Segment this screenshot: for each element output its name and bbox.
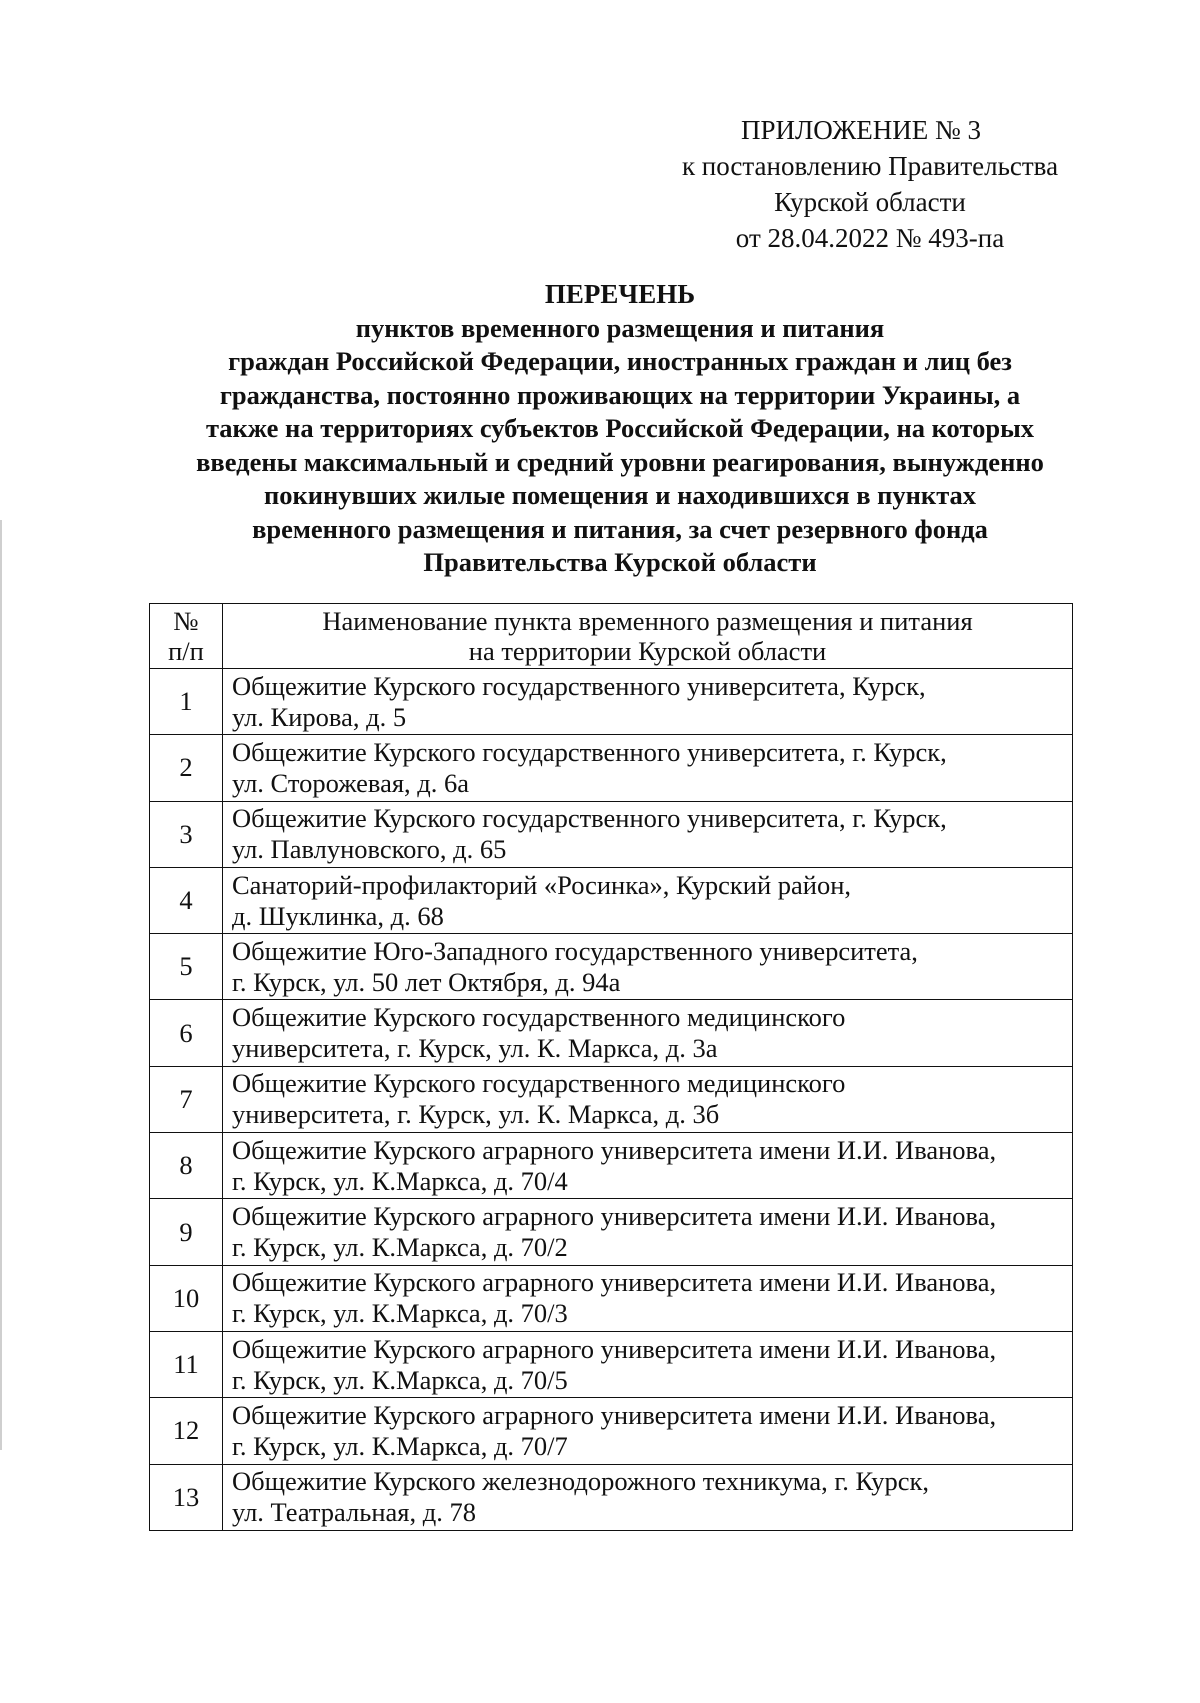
row-number: 10 — [150, 1265, 223, 1331]
row-number: 4 — [150, 867, 223, 933]
appendix-reference: к постановлению Правительства — [681, 151, 1059, 181]
table-row — [150, 867, 1073, 933]
row-number: 8 — [150, 1133, 223, 1199]
appendix-header — [650, 112, 1090, 256]
row-number: 3 — [150, 801, 223, 867]
row-location — [223, 1331, 1073, 1397]
row-location-line1: Общежитие Курского аграрного университета имени И.И. Иванова, — [232, 1399, 997, 1430]
appendix-date-number: от 28.04.2022 № 493-па — [735, 223, 1005, 253]
row-location-line1: Общежитие Курского государственного медицинского — [232, 1068, 846, 1099]
row-location-line2: г. Курск, ул. К.Маркса, д. 70/3 — [232, 1298, 568, 1329]
table-body — [150, 669, 1073, 1531]
title-line: граждан Российской Федерации, иностранных граждан и лиц без — [228, 346, 1012, 376]
row-number: 1 — [150, 669, 223, 735]
row-location-line2: ул. Павлуновского, д. 65 — [232, 834, 507, 865]
appendix-number: ПРИЛОЖЕНИЕ № 3 — [740, 115, 982, 145]
row-location-line2: г. Курск, ул. К.Маркса, д. 70/7 — [232, 1430, 568, 1461]
table-header — [150, 604, 1073, 669]
row-location — [223, 1066, 1073, 1132]
scan-edge-mark — [0, 520, 2, 1450]
row-location — [223, 1199, 1073, 1265]
row-location-line2: ул. Театральная, д. 78 — [232, 1497, 476, 1528]
title-main: ПЕРЕЧЕНЬ — [544, 279, 696, 309]
title-line: также на территориях субъектов Российской Федерации, на которых — [205, 413, 1035, 443]
column-header-number — [150, 604, 223, 669]
row-location-line2: д. Шуклинка, д. 68 — [232, 900, 444, 931]
table-row — [150, 1199, 1073, 1265]
row-location-line1: Общежитие Курского государственного университета, г. Курск, — [232, 736, 947, 767]
row-number: 6 — [150, 1000, 223, 1066]
title-line: пунктов временного размещения и питания — [355, 312, 885, 343]
row-number: 7 — [150, 1066, 223, 1132]
row-location — [223, 801, 1073, 867]
table-row — [150, 1265, 1073, 1331]
row-location-line1: Санаторий-профилакторий «Росинка», Курский район, — [232, 869, 852, 900]
row-location-line1: Общежитие Юго-Западного государственного университета, — [232, 935, 918, 966]
row-location-line1: Общежитие Курского аграрного университета имени И.И. Иванова, — [232, 1134, 997, 1165]
table-row — [150, 801, 1073, 867]
row-location-line2: университета, г. Курск, ул. К. Маркса, д. 3б — [232, 1099, 720, 1130]
row-location-line1: Общежитие Курского аграрного университета имени И.И. Иванова, — [232, 1267, 997, 1298]
table-header-row — [150, 604, 1073, 669]
column-header-number-line2: п/п — [168, 636, 204, 666]
column-header-name-line1: Наименование пункта временного размещения и питания — [322, 606, 973, 636]
row-location-line2: г. Курск, ул. 50 лет Октября, д. 94а — [232, 966, 621, 997]
table-row — [150, 669, 1073, 735]
row-location-line2: г. Курск, ул. К.Маркса, д. 70/4 — [232, 1165, 568, 1196]
row-location-line2: ул. Сторожевая, д. 6а — [232, 767, 470, 798]
row-location — [223, 1464, 1073, 1530]
row-location — [223, 1398, 1073, 1464]
table-row — [150, 1398, 1073, 1464]
appendix-region: Курской области — [774, 187, 966, 217]
row-location — [223, 934, 1073, 1000]
column-header-name-line2: на территории Курской области — [468, 636, 827, 666]
title-line: гражданства, постоянно проживающих на территории Украины, а — [219, 379, 1021, 410]
row-number: 13 — [150, 1464, 223, 1530]
row-number: 5 — [150, 934, 223, 1000]
row-number: 9 — [150, 1199, 223, 1265]
title-line: введены максимальный и средний уровни реагирования, вынужденно — [196, 446, 1044, 477]
column-header-name — [223, 604, 1073, 669]
row-location — [223, 669, 1073, 735]
row-number: 11 — [150, 1331, 223, 1397]
title-line: покинувших жилые помещения и находившихся в пунктах — [263, 480, 977, 510]
title-line: временного размещения и питания, за счет резервного фонда — [252, 513, 988, 544]
title-line: Правительства Курской области — [423, 547, 817, 577]
row-location-line1: Общежитие Курского государственного университета, Курск, — [232, 670, 926, 701]
row-location-line2: университета, г. Курск, ул. К. Маркса, д. 3а — [232, 1033, 718, 1064]
row-location — [223, 735, 1073, 801]
table-row — [150, 1464, 1073, 1530]
locations-table — [149, 603, 1073, 1531]
document-title — [140, 278, 1100, 580]
table-row — [150, 735, 1073, 801]
row-location-line1: Общежитие Курского железнодорожного техникума, г. Курск, — [232, 1466, 929, 1497]
row-location-line1: Общежитие Курского государственного университета, г. Курск, — [232, 803, 947, 834]
row-location-line1: Общежитие Курского аграрного университета имени И.И. Иванова, — [232, 1333, 997, 1364]
row-location-line2: г. Курск, ул. К.Маркса, д. 70/5 — [232, 1364, 568, 1395]
row-location — [223, 1000, 1073, 1066]
row-location-line1: Общежитие Курского государственного медицинского — [232, 1002, 846, 1033]
row-number: 12 — [150, 1398, 223, 1464]
row-location — [223, 1133, 1073, 1199]
table-row — [150, 1000, 1073, 1066]
table-row — [150, 1331, 1073, 1397]
row-location-line2: ул. Кирова, д. 5 — [232, 701, 407, 732]
column-header-number-line1: № — [173, 606, 199, 636]
table-row — [150, 1133, 1073, 1199]
table-row — [150, 934, 1073, 1000]
row-location-line2: г. Курск, ул. К.Маркса, д. 70/2 — [232, 1232, 568, 1263]
table-row — [150, 1066, 1073, 1132]
row-number: 2 — [150, 735, 223, 801]
row-location-line1: Общежитие Курского аграрного университета имени И.И. Иванова, — [232, 1201, 997, 1232]
row-location — [223, 867, 1073, 933]
row-location — [223, 1265, 1073, 1331]
